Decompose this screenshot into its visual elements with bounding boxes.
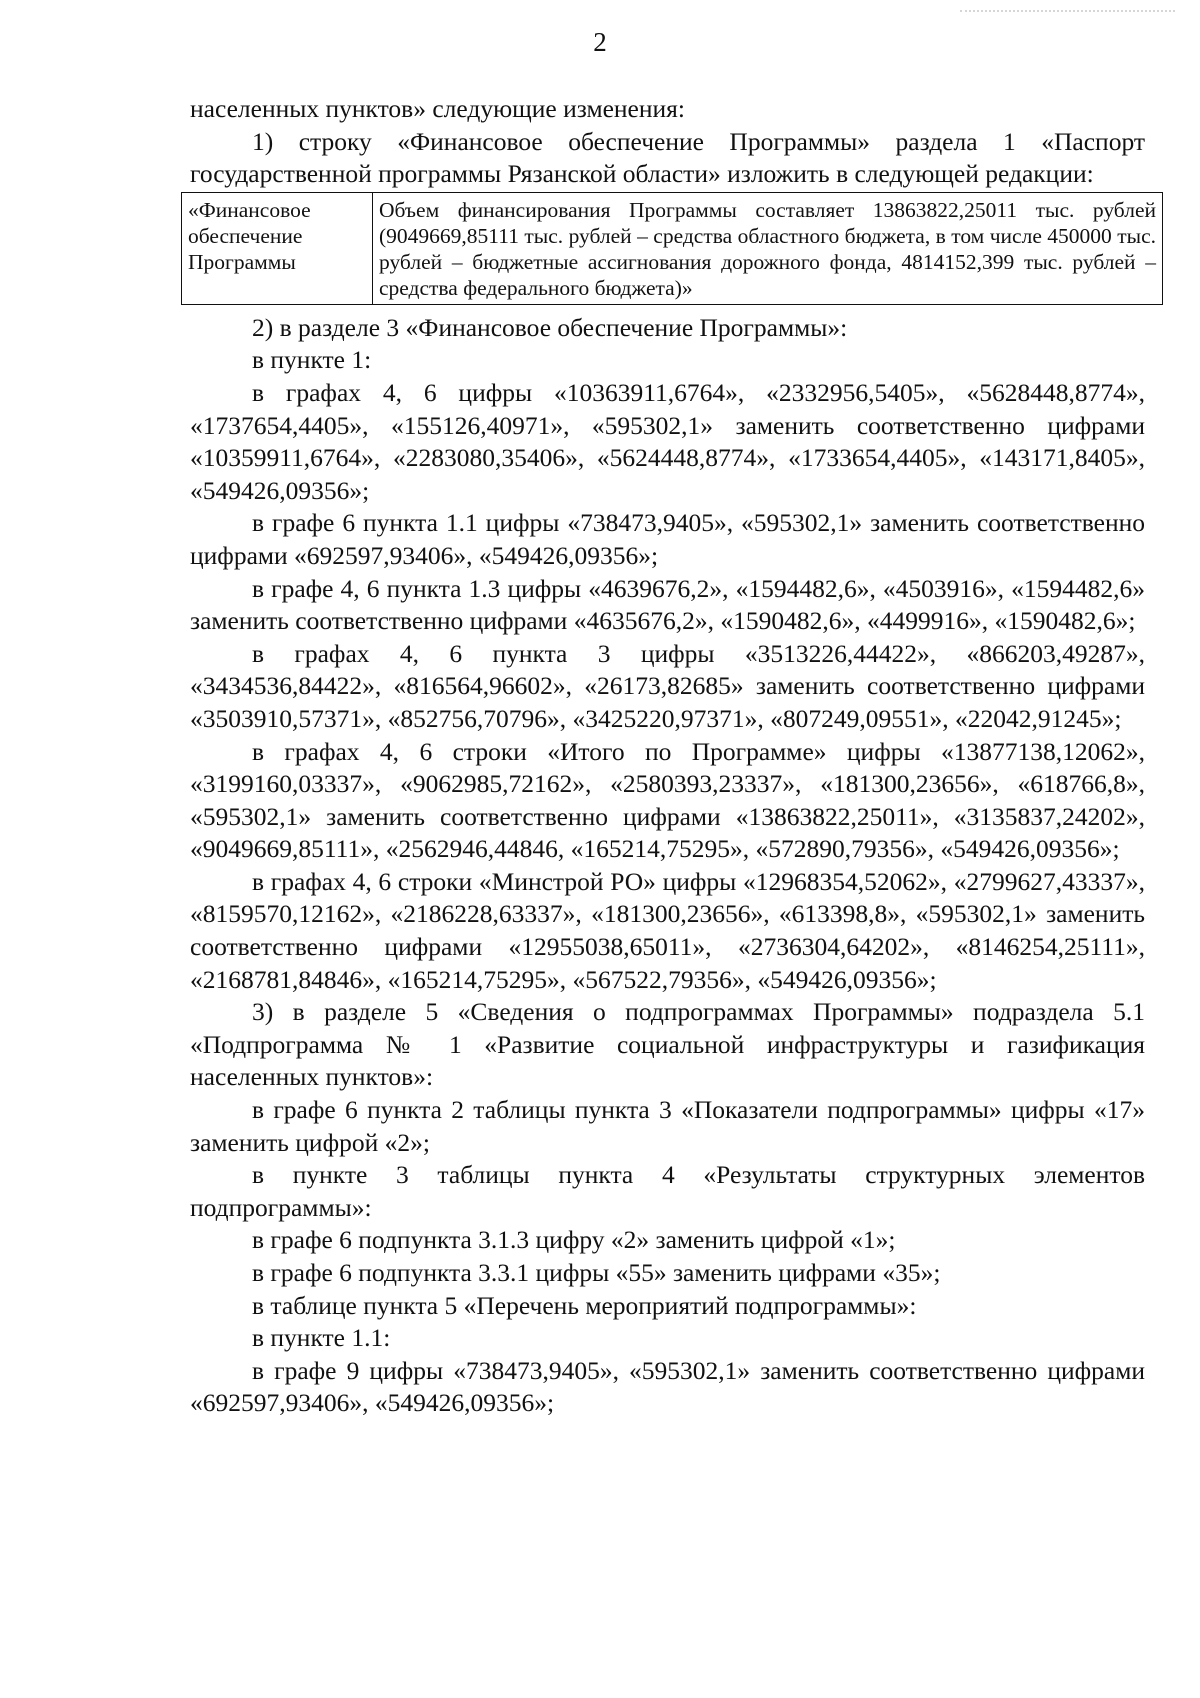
paragraph: в пункте 3 таблицы пункта 4 «Результаты структурных элементов подпрограммы»: <box>190 1160 1145 1222</box>
paragraph: в графе 6 подпункта 3.1.3 цифру «2» заменить цифрой «1»; <box>252 1225 896 1255</box>
paragraph: в графе 9 цифры «738473,9405», «595302,1» заменить соответственно цифрами «692597,93406», «549426,09356»; <box>190 1355 1145 1418</box>
table-cell-label: «Финансовое обеспечение Программы <box>182 192 373 304</box>
paragraph: в пункте 1: <box>252 345 372 375</box>
passport-table <box>181 192 1163 305</box>
paragraph: в графах 4, 6 пункта 3 цифры «3513226,44422», «866203,49287», «3434536,84422», «816564,96602», «26173,82685» заменить соответственно цифрами «3503910,57371», «852756,70796», «3425220,97371», «807249,09551», «22042,91245»; <box>190 638 1145 733</box>
paragraph: в графах 4, 6 строки «Итого по Программе» цифры «13877138,12062», «3199160,03337», «9062985,72162», «2580393,23337», «181300,23656», «618766,8», «595302,1» заменить соответственно цифрами «13863822,25011», «3135837,24202», «9049669,85111», «2562946,44846, «165214,75295», «572890,79356», «549426,09356»; <box>190 736 1145 864</box>
page-number: 2 <box>593 27 607 57</box>
paragraph: в графе 6 пункта 1.1 цифры «738473,9405», «595302,1» заменить соответственно цифрами «692597,93406», «549426,09356»; <box>190 508 1145 570</box>
paragraph: в графе 6 подпункта 3.3.1 цифры «55» заменить цифрами «35»; <box>252 1258 941 1287</box>
scan-artifact <box>960 10 1175 22</box>
paragraph: в графе 6 пункта 2 таблицы пункта 3 «Показатели подпрограммы» цифры «17» заменить цифрой «2»; <box>190 1095 1145 1157</box>
item-1-paragraph: 1) строку «Финансовое обеспечение Программы» раздела 1 «Паспорт государственной программы Рязанской области» изложить в следующей редакции: <box>190 126 1145 189</box>
table-row <box>182 192 1163 304</box>
intro-paragraph: населенных пунктов» следующие изменения: <box>190 94 685 123</box>
paragraph: в графах 4, 6 строки «Минстрой РО» цифры «12968354,52062», «2799627,43337», «8159570,12162», «2186228,63337», «181300,23656», «613398,8», «595302,1» заменить соответственно цифрами «12955038,65011», «2736304,64202», «8146254,25111», «2168781,84846», «165214,75295», «567522,79356», «549426,09356»; <box>190 866 1145 994</box>
paragraph: в графе 4, 6 пункта 1.3 цифры «4639676,2», «1594482,6», «4503916», «1594482,6» заменить соответственно цифрами «4635676,2», «1590482,6», «4499916», «1590482,6»; <box>190 573 1145 636</box>
paragraph: в пункте 1.1: <box>252 1323 391 1353</box>
table-cell-value: Объем финансирования Программы составляет 13863822,25011 тыс. рублей (9049669,85111 тыс. рублей – средства областного бюджета, в том числе 450000 тыс. рублей – бюджетные ассигнования дорожного фонда, 4814152,399 тыс. рублей – средства федерального бюджета)» <box>373 192 1163 304</box>
paragraph: в таблице пункта 5 «Перечень мероприятий подпрограммы»: <box>252 1290 917 1320</box>
paragraph: 2) в разделе 3 «Финансовое обеспечение Программы»: <box>252 312 848 342</box>
paragraph: в графах 4, 6 цифры «10363911,6764», «2332956,5405», «5628448,8774», «1737654,4405», «155126,40971», «595302,1» заменить соответственно цифрами «10359911,6764», «2283080,35406», «5624448,8774», «1733654,4405», «143171,8405», «549426,09356»; <box>190 377 1145 505</box>
document-body <box>188 93 1156 1420</box>
paragraph: 3) в разделе 5 «Сведения о подпрограммах Программы» подраздела 5.1 «Подпрограмма № 1 «Развитие социальной инфраструктуры и газификация населенных пунктов»: <box>190 997 1145 1092</box>
